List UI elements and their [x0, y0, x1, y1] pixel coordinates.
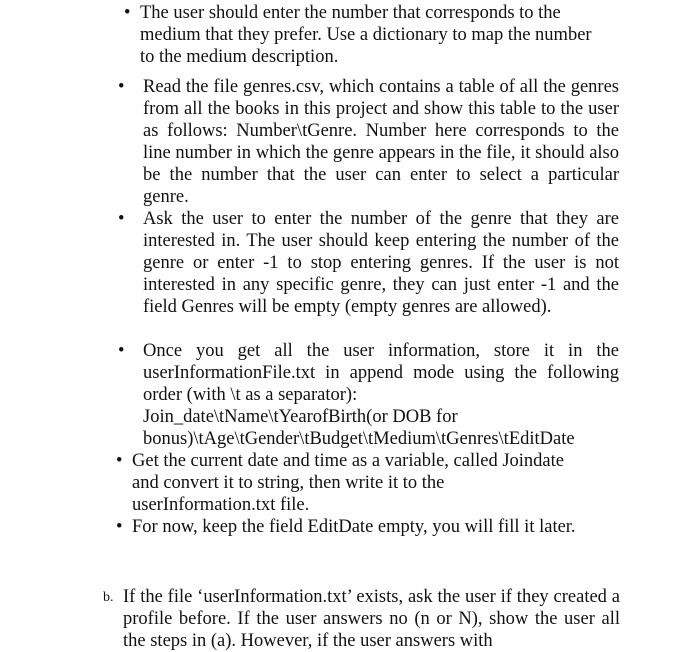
bullet-icon: •	[116, 517, 123, 537]
bullet-icon: •	[118, 341, 125, 361]
bullet-text: Once you get all the user information, store it in the userInformationFile.txt in append mode using the following order (with \t as a separator):	[143, 341, 619, 405]
bullet-icon: •	[118, 209, 125, 229]
field-order-line-2: bonus)\tAge\tGender\tBudget\tMedium\tGenres\tEditDate	[143, 429, 575, 449]
bullet-text: Ask the user to enter the number of the genre that they are interested in. The user should keep entering the number of the genre or enter -1 to stop entering genres. If the user is not interested in any specific genre, they can just enter -1 and the field Genres will be empty (empty genres are allowed).	[143, 209, 619, 317]
bullet-icon: •	[116, 451, 123, 471]
bullet-text: The user should enter the number that corresponds to the medium that they prefer. Use a dictionary to map the number to the medium description.	[140, 3, 592, 67]
bullet-text: For now, keep the field EditDate empty, you will fill it later.	[132, 517, 576, 537]
field-order-line-1: Join_date\tName\tYearofBirth(or DOB for	[143, 407, 458, 427]
bullet-item-medium	[124, 2, 620, 68]
section-b-text: If the file ‘userInformation.txt’ exists, ask the user if they created a profile before. If the user answers no (n or N), show the user all the steps in (a). However, if the user answers with	[123, 587, 620, 651]
bullet-text: Read the file genres.csv, which contains a table of all the genres from all the books in this project and show this table to the user as follows: Number\tGenre. Number here corresponds to the line number in which the genre appears in the file, it should also be the number that the user can enter to select a particular genre.	[143, 77, 619, 207]
section-b-marker: b.	[103, 590, 114, 605]
bullet-icon: •	[124, 3, 131, 23]
bullet-item-joindate	[116, 450, 620, 516]
bullet-icon: •	[118, 77, 125, 97]
bullet-text: Get the current date and time as a variable, called Joindate and convert it to string, then write it to the userInformation.txt file.	[132, 451, 564, 515]
bullet-item-genres-file	[118, 76, 620, 208]
bullet-item-genre-selection	[118, 208, 620, 318]
bullet-item-store-info	[118, 340, 620, 450]
section-b	[103, 586, 620, 652]
bullet-item-editdate	[116, 516, 620, 538]
